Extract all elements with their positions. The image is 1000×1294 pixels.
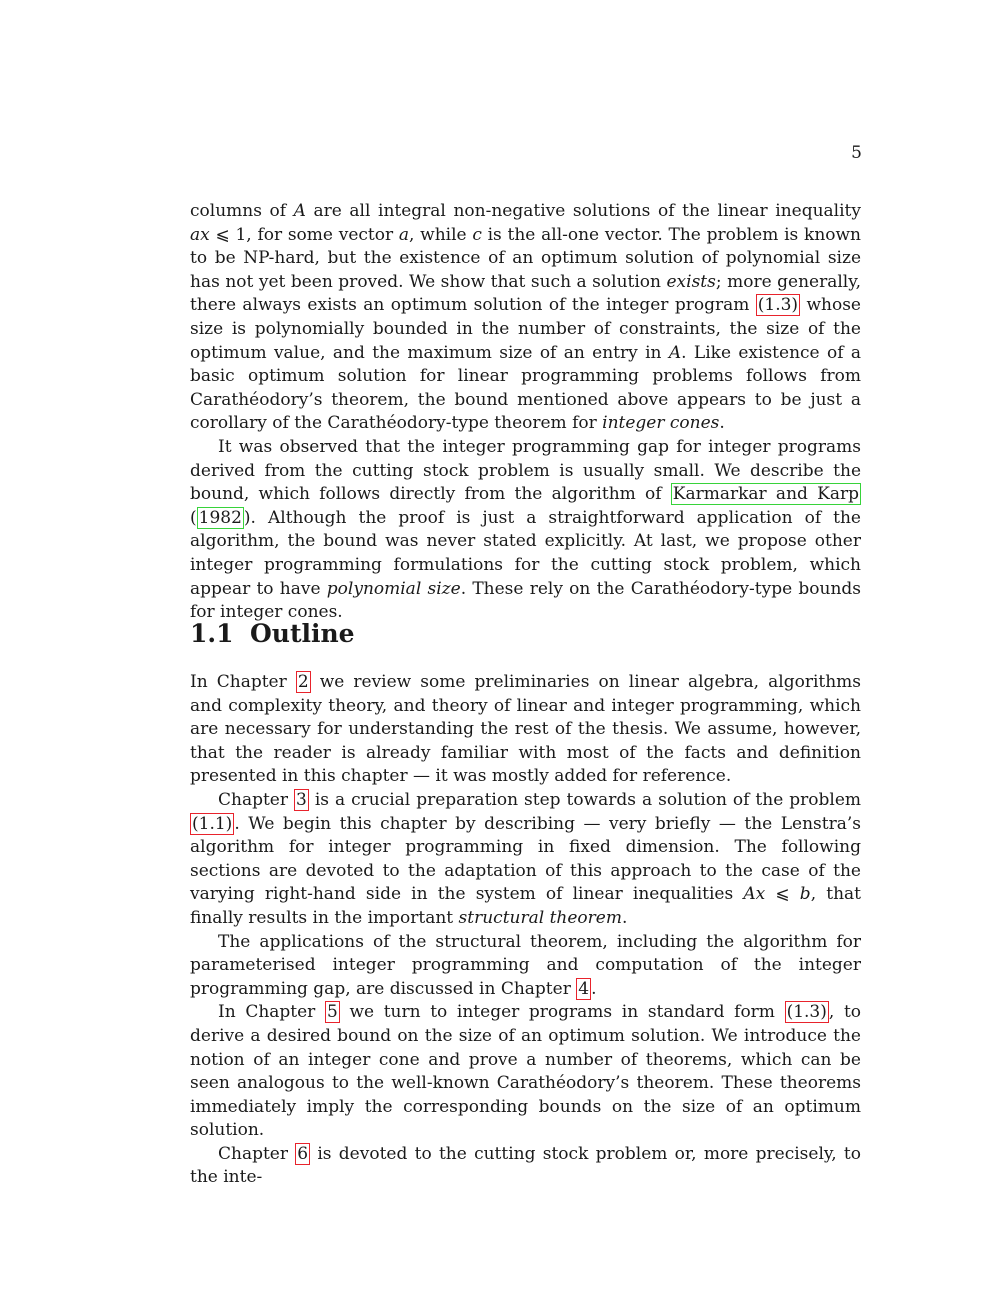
citation-authors-link[interactable]: Karmarkar and Karp: [672, 484, 859, 505]
paragraph-1: columns of A are all integral non-negative solutions of the linear inequality ax ⩽ 1, for some vector a, while c is the all-one vector. The problem is known to be NP-hard, but the existence of an optimum solution of polynomial size has not yet been proved. We show that such a solution exists; more generally, there always exists an optimum solution of the integer program (1.3) whose size is polynomially bounded in the number of constraints, the size of the optimum value, and the maximum size of an entry in A. Like existence of a basic optimum solution for linear programming problems follows from Carathéodory’s theorem, the bound mentioned above appears to be just a corollary of the Carathéodory-type theorem for integer cones.: [190, 201, 861, 434]
section-title: Outline: [250, 619, 355, 648]
section-number: 1.1: [190, 619, 234, 648]
equation-ref-1-1[interactable]: (1.1): [192, 813, 233, 834]
paragraph-4: Chapter 3 is a crucial preparation step towards a solution of the problem (1.1) . We begin this chapter by describing — very briefly — the Lenstra’s algorithm for integer programming in fixed dimension. The following sections are devoted to the adaptation of this approach to the case of the varying right-hand side in the system of linear inequalities Ax ⩽ b, that finally results in the important structural theorem.: [190, 789, 861, 928]
chapter-ref-3[interactable]: 3: [296, 789, 307, 810]
equation-ref-1-3[interactable]: (1.3): [786, 1002, 827, 1023]
chapter-ref-5[interactable]: 5: [326, 1002, 338, 1023]
section-heading: [190, 617, 355, 651]
paragraph-7: Chapter 6 is devoted to the cutting stock problem or, more precisely, to the inte-: [190, 1143, 861, 1188]
outline-text: [190, 671, 861, 1190]
intro-text: [190, 200, 861, 625]
chapter-ref-4[interactable]: 4: [578, 978, 590, 999]
citation-year-link[interactable]: 1982: [198, 507, 242, 528]
paragraph-6: In Chapter 5 we turn to integer programs in standard form (1.3) , to derive a desired bound on the size of an optimum solution. We introduce the notion of an integer cone and prove a number of theorems, which can be seen analogous to the well-known Carathéodory’s theorem. These theorems immediately imply the corresponding bounds on the size of an optimum solution.: [190, 1002, 862, 1141]
page-number: 5: [851, 143, 862, 163]
chapter-ref-6[interactable]: 6: [297, 1143, 309, 1164]
equation-ref-1-3[interactable]: (1.3): [757, 295, 799, 316]
chapter-ref-2[interactable]: 2: [297, 672, 309, 692]
paragraph-5: The applications of the structural theorem, including the algorithm for parameterised integer programming and computation of the integer programming gap, are discussed in Chapter 4 .: [190, 931, 861, 999]
paragraph-2: It was observed that the integer programming gap for integer programs derived from the cutting stock problem is usually small. We describe the bound, which follows directly from the algorithm of Karmarkar and Karp ( 1982 ). Although the proof is just a straightforward application of the algorithm, the bound was never stated explicitly. At last, we propose other integer programming formulations for the cutting stock problem, which appear to have polynomial size. These rely on the Carathéodory-type bounds for integer cones.: [190, 436, 862, 623]
paragraph-3: In Chapter 2 we review some preliminaries on linear algebra, algorithms and complexity theory, and theory of linear and integer programming, which are necessary for understanding the rest of the thesis. We assume, however, that the reader is already familiar with most of the facts and definition presented in this chapter — it was mostly added for reference.: [190, 672, 862, 787]
